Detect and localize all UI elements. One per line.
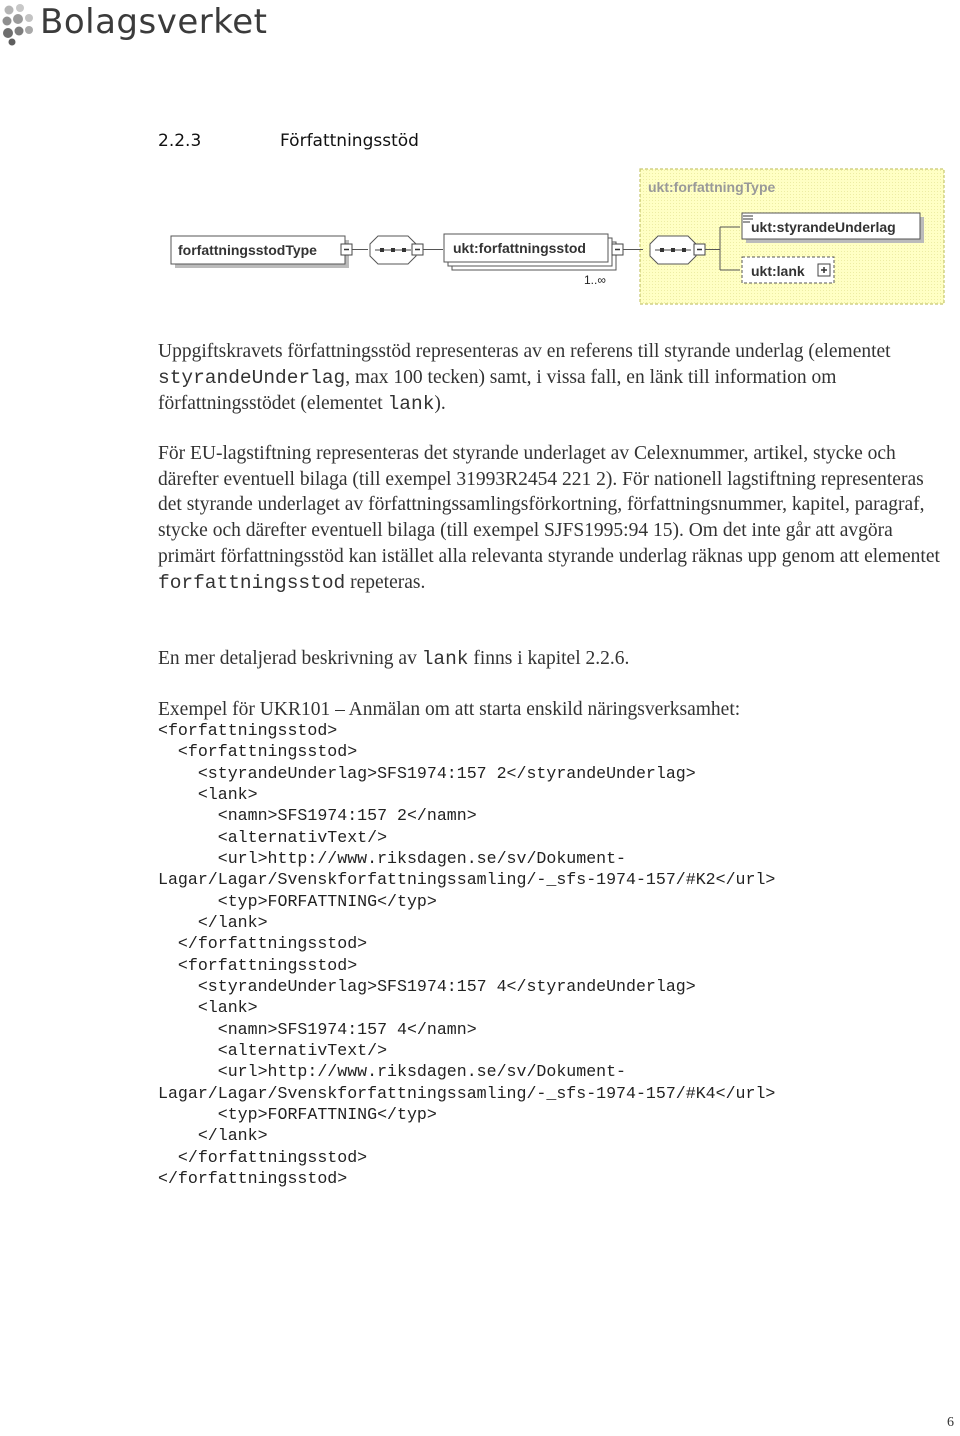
code-line: Lagar/Lagar/Svenskforfattningssamling/-_sfs-1974-157/#K4</url> [158, 1083, 776, 1103]
section-number: 2.2.3 [158, 131, 202, 151]
code-line: <forfattningsstod> [158, 955, 358, 975]
code-line: <alternativText/> [158, 827, 388, 847]
code-line: <typ>FORFATTNING</typ> [158, 1104, 437, 1124]
example-intro: Exempel för UKR101 – Anmälan om att starta enskild näringsverksamhet: [158, 699, 741, 720]
paragraph-2: För EU-lagstiftning representeras det styrande underlaget av Celexnummer, artikel, stycke och därefter eventuell bilaga (till exempel 31993R2454 221 2). För nationell lagstiftning representeras det styrande underlaget av författningssamlingsförkortning, författningsnummer, kapitel, paragraf, stycke och därefter eventuell bilaga (till exempel SJFS1995:94 15). Om det inte går att avgöra primärt författningsstöd kan istället alla relevanta styrande underlag räknas upp genom att elementet forfattningsstod repeteras. [158, 443, 940, 594]
code-line: <url>http://www.riksdagen.se/sv/Dokument- [158, 848, 627, 868]
xml-code-example [158, 720, 775, 1189]
code-line: </forfattningsstod> [158, 1147, 368, 1167]
code-line: Lagar/Lagar/Svenskforfattningssamling/-_sfs-1974-157/#K2</url> [158, 870, 776, 890]
code-forfattningsstod: forfattningsstod [158, 571, 346, 594]
schema-diagram [168, 166, 948, 308]
org-name: Bolagsverket [40, 2, 268, 42]
child-element-label-2: ukt:lank [751, 263, 805, 279]
bolagsverket-logo-icon [0, 2, 36, 46]
child-element-label-1: ukt:styrandeUnderlag [751, 219, 896, 235]
paragraph-3: En mer detaljerad beskrivning av lank finns i kapitel 2.2.6. [158, 648, 630, 670]
cardinality-label: 1..∞ [584, 273, 606, 287]
code-line: <typ>FORFATTNING</typ> [158, 891, 437, 911]
paragraph-1: Uppgiftskravets författningsstöd representeras av en referens till styrande underlag (elementet styrandeUnderlag, max 100 tecken) samt, i vissa fall, en länk till information om författningsstödet (elementet lank). [158, 341, 891, 416]
section-title: Författningsstöd [280, 131, 419, 151]
code-styrandeunderlag: styrandeUnderlag [158, 366, 346, 389]
code-line: <alternativText/> [158, 1040, 388, 1060]
code-line: </forfattningsstod> [158, 1168, 348, 1188]
code-line: <namn>SFS1974:157 2</namn> [158, 806, 477, 826]
element-label: ukt:forfattningsstod [453, 240, 586, 256]
code-line: <namn>SFS1974:157 4</namn> [158, 1019, 477, 1039]
page-number: 6 [947, 1415, 954, 1430]
code-line: <lank> [158, 784, 258, 804]
code-lank-2: lank [421, 648, 469, 670]
code-line: </forfattningsstod> [158, 934, 368, 954]
code-line: </lank> [158, 1126, 268, 1146]
code-lank: lank [387, 393, 435, 416]
code-line: <forfattningsstod> [158, 742, 358, 762]
code-line: <styrandeUnderlag>SFS1974:157 2</styrandeUnderlag> [158, 763, 696, 783]
code-line: <styrandeUnderlag>SFS1974:157 4</styrandeUnderlag> [158, 976, 696, 996]
code-line: <forfattningsstod> [158, 721, 338, 740]
code-line: <url>http://www.riksdagen.se/sv/Dokument- [158, 1062, 627, 1082]
code-line: </lank> [158, 912, 268, 932]
root-type-label: forfattningsstodType [178, 242, 317, 258]
code-line: <lank> [158, 998, 258, 1018]
group-type-label: ukt:forfattningType [648, 179, 776, 195]
